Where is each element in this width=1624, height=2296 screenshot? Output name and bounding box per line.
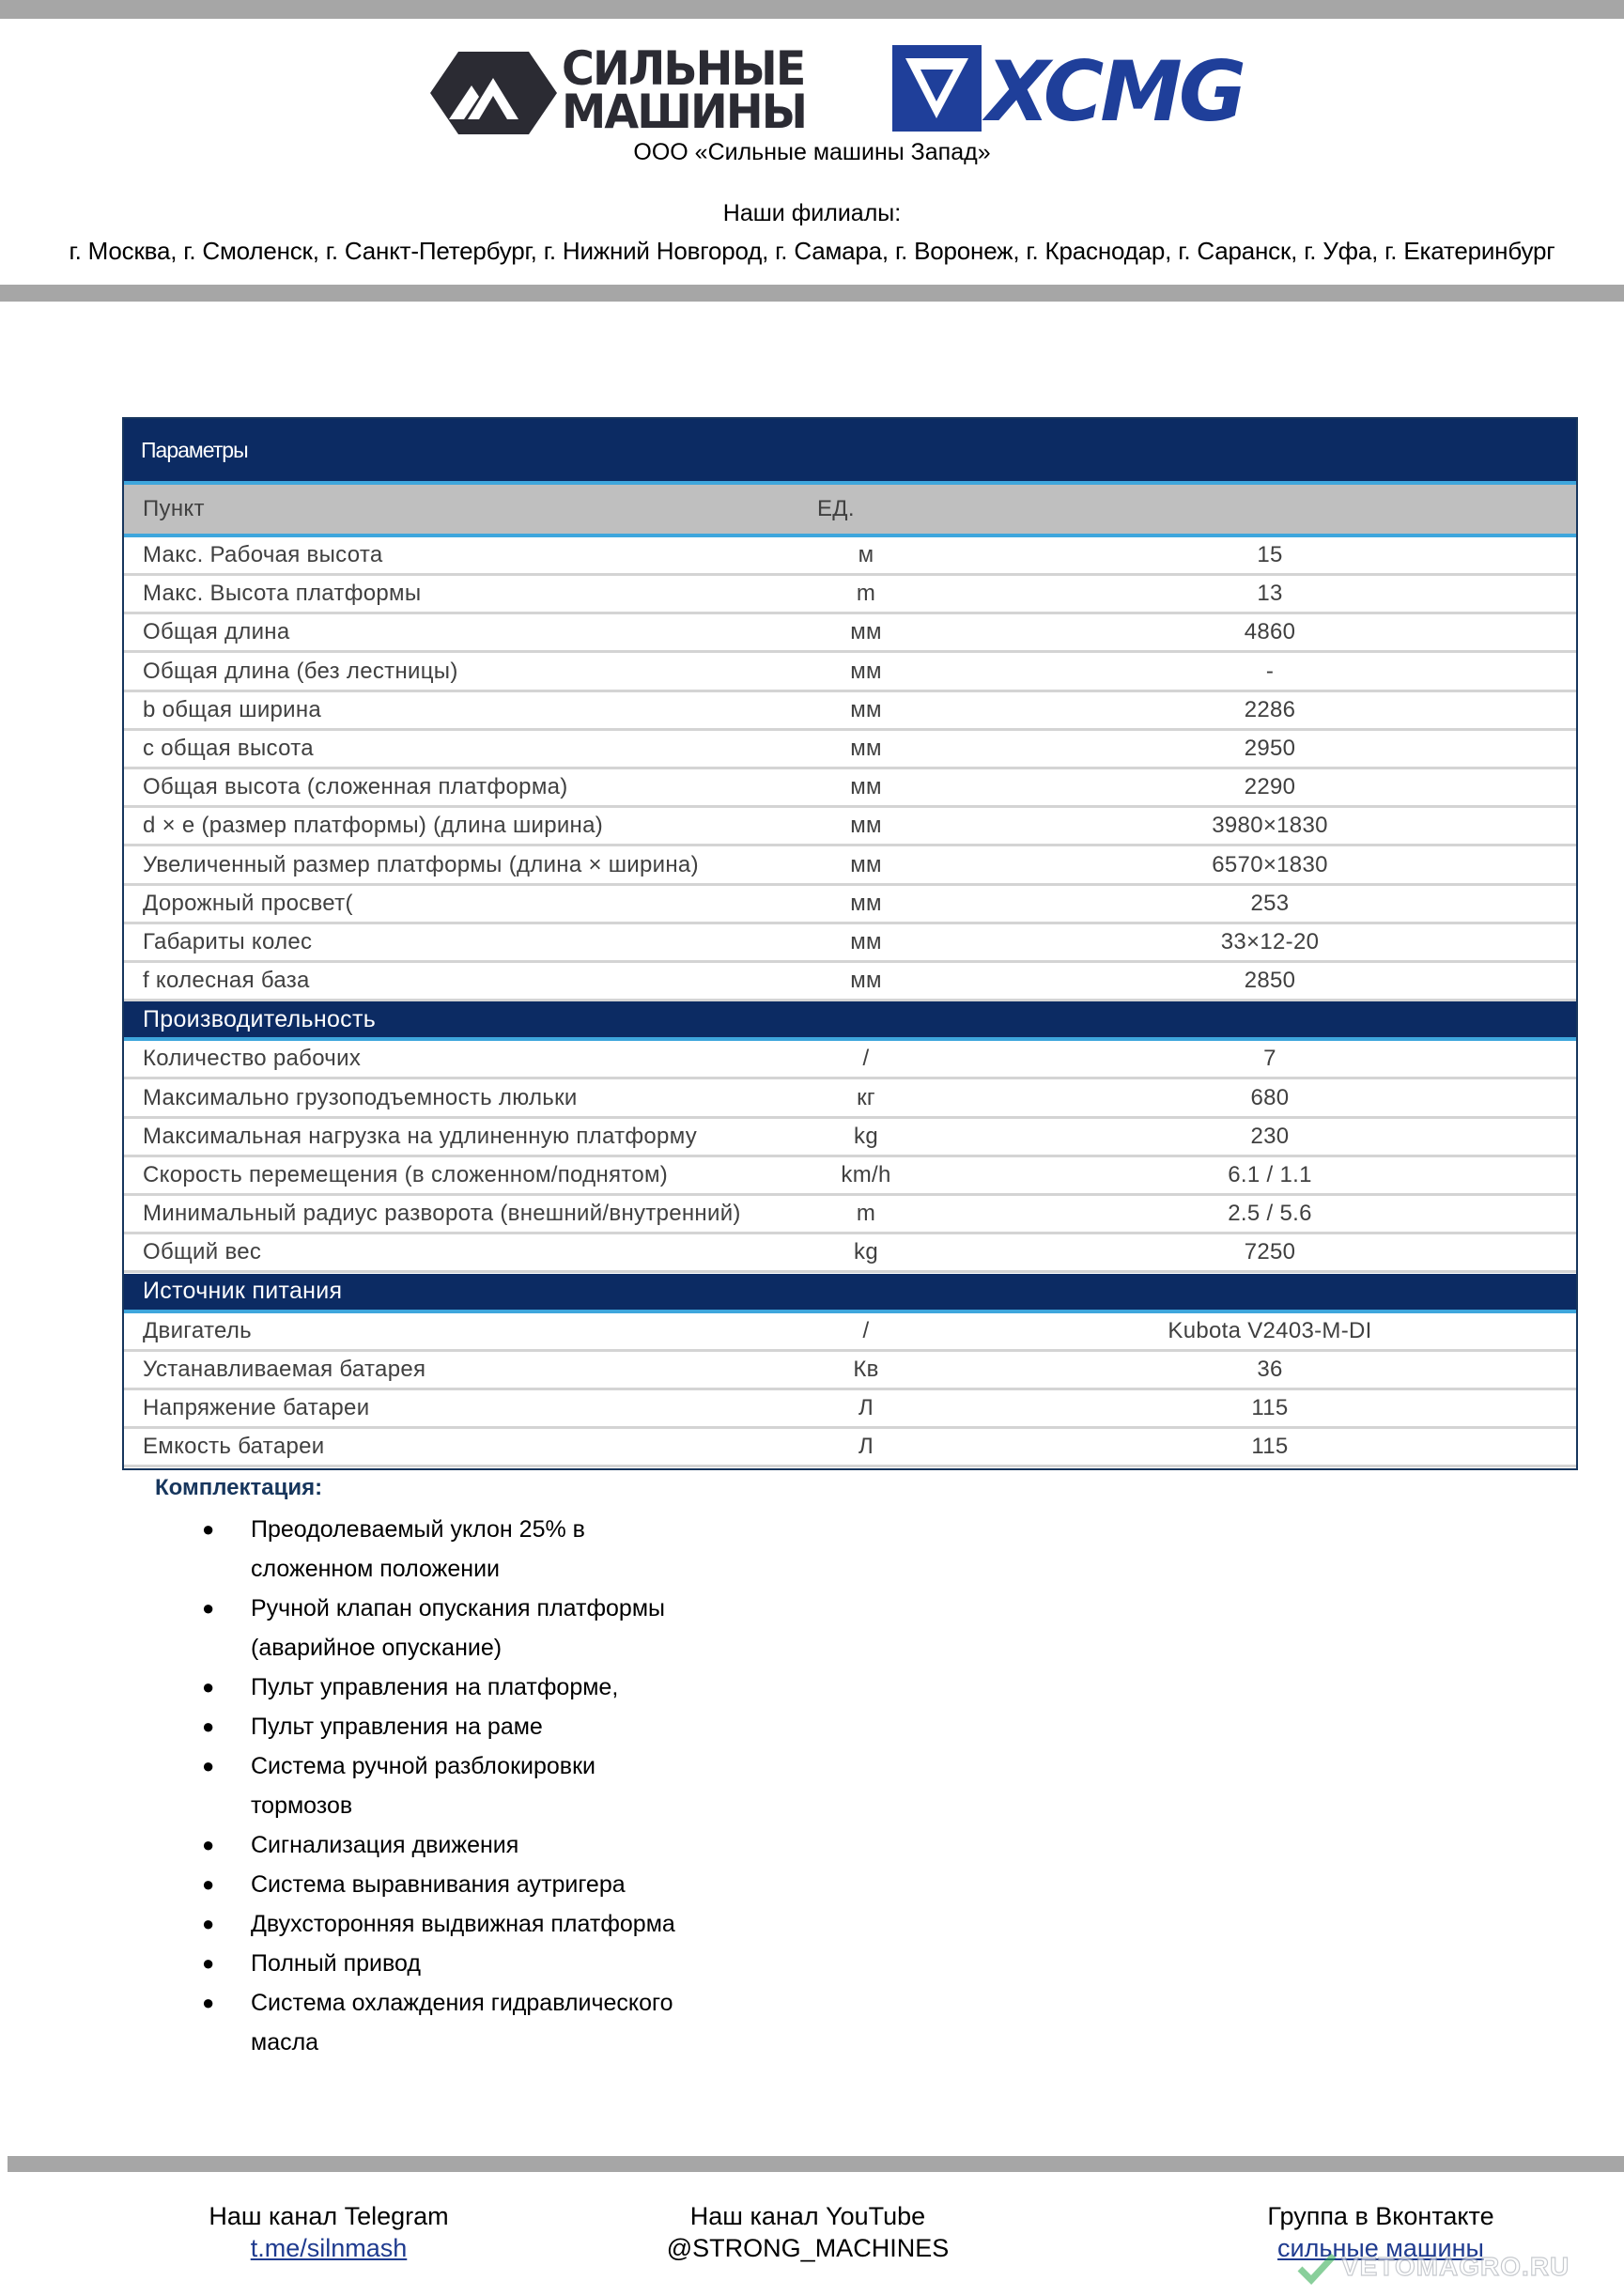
- xcmg-mark-icon: [892, 45, 1287, 132]
- table-cell-name: Макс. Высота платформы: [143, 581, 422, 607]
- table-cell-value: 6570×1830: [1212, 851, 1328, 877]
- table-cell-value: 680: [1250, 1084, 1290, 1110]
- table-cell-name: Общая длина: [143, 619, 290, 645]
- bullet-icon: ●: [202, 1912, 215, 1935]
- equipment-item-line: Двухсторонняя выдвижная платформа: [251, 1911, 675, 1937]
- table-cell-value: 115: [1251, 1395, 1289, 1420]
- equipment-item-line: тормозов: [251, 1792, 353, 1819]
- equipment-item: [202, 1865, 728, 1904]
- table-row: [124, 1234, 1576, 1273]
- table-cell-value: 2850: [1244, 968, 1296, 994]
- youtube-handle: @STRONG_MACHINES: [666, 2234, 950, 2262]
- table-cell-name: Скорость перемещения (в сложенном/поднятом): [143, 1162, 669, 1187]
- table-cell-value: 4860: [1244, 619, 1296, 645]
- table-cell-value: 7: [1263, 1046, 1276, 1072]
- table-cell-name: Дорожный просвет(: [143, 890, 353, 916]
- table-row: [124, 886, 1576, 924]
- table-cell-value: Kubota V2403-M-DI: [1168, 1317, 1372, 1343]
- watermark-text: VETOMAGRO.RU: [1341, 2252, 1570, 2281]
- equipment-item: [202, 1904, 728, 1944]
- table-cell-unit: m: [856, 1201, 876, 1227]
- table-row: [124, 1390, 1576, 1429]
- equipment-item-line: Система охлаждения гидравлического: [251, 1990, 673, 2016]
- spec-table: [122, 417, 1578, 1470]
- silnye-mashiny-wordmark: СИЛЬНЫЕ МАШИНЫ: [562, 41, 807, 139]
- table-title-bar: [124, 419, 1576, 481]
- table-row: [124, 654, 1576, 692]
- table-row: [124, 1196, 1576, 1234]
- bullet-icon: ●: [202, 1872, 215, 1896]
- table-cell-unit: мм: [850, 968, 882, 994]
- footer-divider-bar: [8, 2156, 1624, 2172]
- table-cell-value: 13: [1257, 581, 1283, 607]
- equipment-item-line: Система ручной разблокировки: [251, 1753, 595, 1779]
- table-cell-name: Габариты колес: [143, 929, 313, 954]
- equipment-item-line: Полный привод: [251, 1950, 421, 1977]
- table-cell-unit: м: [858, 542, 874, 567]
- table-row: [124, 1313, 1576, 1352]
- bullet-icon: ●: [202, 1596, 215, 1620]
- branches-title: Наши филиалы:: [722, 200, 902, 226]
- table-cell-name: Емкость батареи: [143, 1434, 325, 1460]
- table-row: [124, 692, 1576, 731]
- equipment-title: Комплектация:: [155, 1475, 323, 1500]
- branches-list: г. Москва, г. Смоленск, г. Санкт-Петербург, г. Нижний Новгород, г. Самара, г. Воронеж, г. Краснодар, г. Саранск, г. Уфа, г. Екатеринбург: [69, 237, 1555, 265]
- table-cell-unit: кг: [857, 1084, 875, 1110]
- table-cell-unit: мм: [850, 774, 882, 800]
- equipment-item: [202, 1944, 728, 1983]
- table-cell-unit: kg: [854, 1239, 878, 1265]
- table-cell-unit: Кв: [853, 1356, 879, 1382]
- bullet-icon: ●: [202, 1991, 215, 2014]
- equipment-item-line: Преодолеваемый уклон 25% в: [251, 1516, 585, 1543]
- equipment-item: [202, 1746, 728, 1825]
- section-power: [124, 1274, 1576, 1310]
- table-cell-value: 230: [1250, 1123, 1290, 1149]
- table-row: [124, 1429, 1576, 1467]
- telegram-link[interactable]: t.me/silnmash: [250, 2234, 408, 2262]
- youtube-label: Наш канал YouTube: [689, 2202, 926, 2230]
- table-cell-value: 33×12-20: [1220, 929, 1320, 954]
- table-cell-value: 2950: [1244, 736, 1296, 761]
- table-cell-value: 2286: [1244, 696, 1296, 722]
- table-cell-unit: km/h: [841, 1162, 891, 1187]
- table-row: [124, 769, 1576, 808]
- section-performance: [124, 1001, 1576, 1037]
- table-cell-value: 2.5 / 5.6: [1228, 1201, 1312, 1227]
- table-cell-unit: /: [862, 1317, 870, 1343]
- vk-link[interactable]: сильные машины: [1277, 2234, 1484, 2262]
- table-cell-unit: мм: [850, 736, 882, 761]
- equipment-item-line: Пульт управления на платформе,: [251, 1674, 619, 1700]
- table-title: Параметры: [141, 438, 248, 462]
- table-cell-unit: мм: [850, 696, 882, 722]
- table-cell-name: Напряжение батареи: [143, 1395, 370, 1420]
- table-cell-name: Общая высота (сложенная платформа): [143, 774, 568, 800]
- equipment-item: [202, 1510, 728, 1589]
- table-cell-value: 253: [1250, 890, 1290, 916]
- table-column-header: [124, 485, 1576, 534]
- table-row: [124, 1119, 1576, 1157]
- table-row: [124, 808, 1576, 846]
- section-power-label: Источник питания: [143, 1278, 343, 1305]
- equipment-item-line: Пульт управления на раме: [251, 1714, 543, 1740]
- checkmark-icon: [1296, 2250, 1338, 2288]
- bullet-icon: ●: [202, 1754, 215, 1777]
- silnye-mashiny-logo: [430, 41, 862, 139]
- table-cell-name: f колесная база: [143, 968, 310, 994]
- table-cell-name: Устанавливаемая батарея: [143, 1356, 426, 1382]
- equipment-item: [202, 1589, 728, 1668]
- table-cell-unit: мм: [850, 929, 882, 954]
- equipment-list: [202, 1510, 728, 2062]
- table-cell-name: d × e (размер платформы) (длина ширина): [143, 813, 604, 839]
- table-row: [124, 537, 1576, 576]
- table-cell-name: Двигатель: [143, 1317, 252, 1343]
- table-cell-name: c общая высота: [143, 736, 314, 761]
- table-cell-value: 115: [1251, 1434, 1289, 1460]
- bullet-icon: ●: [202, 1675, 215, 1699]
- table-cell-unit: kg: [854, 1123, 878, 1149]
- table-cell-value: 6.1 / 1.1: [1228, 1162, 1312, 1187]
- bullet-icon: ●: [202, 1517, 215, 1541]
- table-cell-name: Общая длина (без лестницы): [143, 658, 458, 684]
- silnye-mashiny-mark-icon: [430, 52, 557, 134]
- table-row: [124, 731, 1576, 769]
- xcmg-wordmark: XCMG: [986, 45, 1244, 132]
- bullet-icon: ●: [202, 1714, 215, 1738]
- bullet-icon: ●: [202, 1951, 215, 1975]
- equipment-item-line: Сигнализация движения: [251, 1832, 519, 1858]
- table-cell-value: -: [1265, 658, 1275, 684]
- table-cell-unit: Л: [858, 1395, 874, 1420]
- table-cell-unit: мм: [850, 890, 882, 916]
- column-header-unit: ЕД.: [817, 496, 855, 521]
- table-row: [124, 847, 1576, 886]
- table-row: [124, 614, 1576, 653]
- vk-label: Группа в Вконтакте: [1267, 2202, 1494, 2230]
- header-divider-bar: [0, 285, 1624, 302]
- table-cell-name: Минимальный радиус разворота (внешний/внутренний): [143, 1201, 741, 1227]
- table-cell-name: Увеличенный размер платформы (длина × ширина): [143, 851, 699, 877]
- table-row: [124, 1041, 1576, 1079]
- top-divider-bar: [0, 0, 1624, 19]
- telegram-label: Наш канал Telegram: [209, 2202, 449, 2230]
- table-cell-name: Макс. Рабочая высота: [143, 542, 383, 567]
- table-cell-unit: мм: [850, 851, 882, 877]
- table-cell-name: Максимально грузоподъемность люльки: [143, 1084, 578, 1110]
- table-cell-unit: /: [862, 1046, 870, 1072]
- table-cell-name: b общая ширина: [143, 696, 322, 722]
- footer-telegram: [188, 2200, 470, 2264]
- table-cell-value: 36: [1257, 1356, 1283, 1382]
- column-header-item: Пункт: [143, 496, 205, 521]
- equipment-item: [202, 1668, 728, 1707]
- table-cell-unit: Л: [858, 1434, 874, 1460]
- table-cell-name: Максимальная нагрузка на удлиненную платформу: [143, 1123, 698, 1149]
- equipment-item-line: Система выравнивания аутригера: [251, 1871, 626, 1898]
- table-cell-value: 15: [1257, 542, 1283, 567]
- equipment-item-line: масла: [251, 2029, 319, 2056]
- equipment-item-line: Ручной клапан опускания платформы: [251, 1595, 665, 1621]
- equipment-item: [202, 1707, 728, 1746]
- table-cell-unit: мм: [850, 658, 882, 684]
- equipment-item-line: (аварийное опускание): [251, 1635, 503, 1661]
- equipment-item-line: сложенном положении: [251, 1556, 501, 1582]
- equipment-item: [202, 1983, 728, 2062]
- table-row: [124, 576, 1576, 614]
- table-row: [124, 1352, 1576, 1390]
- xcmg-logo: [892, 45, 1287, 132]
- table-cell-unit: мм: [850, 619, 882, 645]
- table-cell-unit: мм: [850, 813, 882, 839]
- bullet-icon: ●: [202, 1833, 215, 1856]
- company-name: ООО «Сильные машины Запад»: [633, 139, 991, 165]
- footer-youtube: [648, 2200, 967, 2264]
- table-row: [124, 1080, 1576, 1119]
- table-cell-value: 3980×1830: [1212, 813, 1328, 839]
- table-cell-value: 7250: [1244, 1239, 1296, 1265]
- table-cell-unit: m: [856, 581, 876, 607]
- table-row: [124, 1157, 1576, 1196]
- watermark: [1296, 2250, 1616, 2288]
- table-row: [124, 963, 1576, 1001]
- equipment-item: [202, 1825, 728, 1865]
- table-cell-value: 2290: [1244, 774, 1296, 800]
- table-cell-name: Общий вес: [143, 1239, 262, 1265]
- section-performance-label: Производительность: [143, 1005, 377, 1032]
- table-row: [124, 924, 1576, 963]
- table-cell-name: Количество рабочих: [143, 1046, 362, 1072]
